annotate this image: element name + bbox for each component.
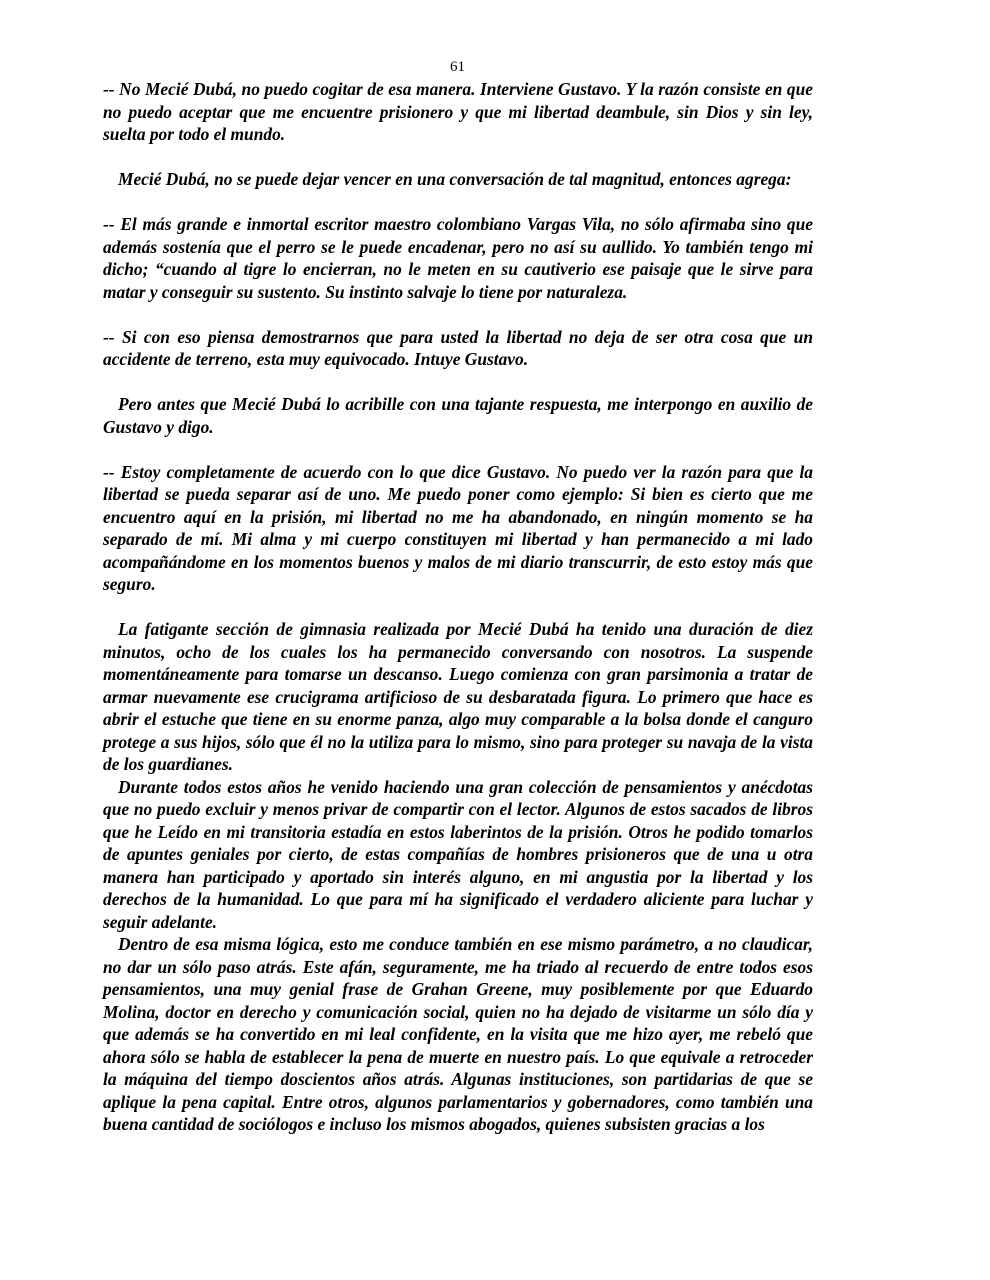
paragraph-narration-1: Mecié Dubá, no se puede dejar vencer en una conversación de tal magnitud, entonces agrega: (118, 169, 792, 189)
page-number: 61 (450, 59, 465, 75)
paragraph-dialogue-gustavo-1: -- No Mecié Dubá, no puedo cogitar de esa manera. Interviene Gustavo. Y la razón consiste en que no puedo aceptar que me encuentre prisionero y que mi libertad deambule, sin Dios y sin ley, suelta por todo el mundo. (103, 79, 813, 144)
paragraph-dialogue-mecie: -- El más grande e inmortal escritor maestro colombiano Vargas Vila, no sólo afirmaba sino que además sostenía que el perro se le puede encadenar, pero no así su aullido. Yo también tengo mi dicho; “cuando al tigre lo encierran, no le meten en su cautiverio ese paisaje que le sirve para matar y conseguir su sustento. Su instinto salvaje lo tiene por naturaleza. (103, 214, 813, 302)
page-body (103, 78, 813, 1136)
paragraph-narration-3: La fatigante sección de gimnasia realizada por Mecié Dubá ha tenido una duración de diez minutos, ocho de los cuales los ha permanecido conversando con nosotros. La suspende momentáneamente para tomarse un descanso. Luego comienza con gran parsimonia a tratar de armar nuevamente ese crucigrama artificioso de su desbaratada figura. Lo primero que hace es abrir el estuche que tiene en su enorme panza, algo muy comparable a la bolsa donde el canguro protege a sus hijos, sólo que él no la utiliza para lo mismo, sino para proteger su navaja de la vista de los guardianes. (103, 619, 813, 774)
paragraph-dialogue-gustavo-2: -- Si con eso piensa demostrarnos que para usted la libertad no deja de ser otra cosa que un accidente de terreno, esta muy equivocado. Intuye Gustavo. (103, 326, 813, 369)
paragraph-dialogue-narrator: -- Estoy completamente de acuerdo con lo que dice Gustavo. No puedo ver la razón para que la libertad se pueda separar así de uno. Me puedo poner como ejemplo: Si bien es cierto que me encuentro aquí en la prisión, mi libertad no me ha abandonado, en ningún momento se ha separado de mí. Mi alma y mi cuerpo constituyen mi libertad y han permanecido a mi lado acompañándome en los momentos buenos y malos de mi diario transcurrir, de esto estoy más que seguro. (103, 461, 813, 594)
paragraph-narration-5: Dentro de esa misma lógica, esto me conduce también en ese mismo parámetro, a no claudicar, no dar un sólo paso atrás. Este afán, seguramente, me ha triado al recuerdo de entre todos esos pensamientos, una muy genial frase de Grahan Greene, muy posiblemente por que Eduardo Molina, doctor en derecho y comunicación social, quien no ha dejado de visitarme un sólo día y que además se ha convertido en mi leal confidente, en la visita que me hizo ayer, me rebeló que ahora sólo se habla de establecer la pena de muerte en nuestro país. Lo que equivale a retroceder la máquina del tiempo doscientos años atrás. Algunas instituciones, son partidarias de que se aplique la pena capital. Entre otros, algunos parlamentarios y gobernadores, como también una buena cantidad de sociólogos e incluso los mismos abogados, quienes subsisten gracias a los (103, 934, 813, 1134)
paragraph-narration-2: Pero antes que Mecié Dubá lo acribille con una tajante respuesta, me interpongo en auxilio de Gustavo y digo. (103, 394, 813, 437)
paragraph-narration-4: Durante todos estos años he venido haciendo una gran colección de pensamientos y anécdotas que no puedo excluir y menos privar de compartir con el lector. Algunos de estos sacados de libros que he Leído en mi transitoria estadía en estos laberintos de la prisión. Otros he podido tomarlos de apuntes geniales por cierto, de estas compañías de hombres prisioneros que de una u otra manera han participado y aportado sin interés alguno, en mi angustia por la libertad y los derechos de la humanidad. Lo que para mí ha significado el verdadero aliciente para luchar y seguir adelante. (103, 776, 813, 932)
